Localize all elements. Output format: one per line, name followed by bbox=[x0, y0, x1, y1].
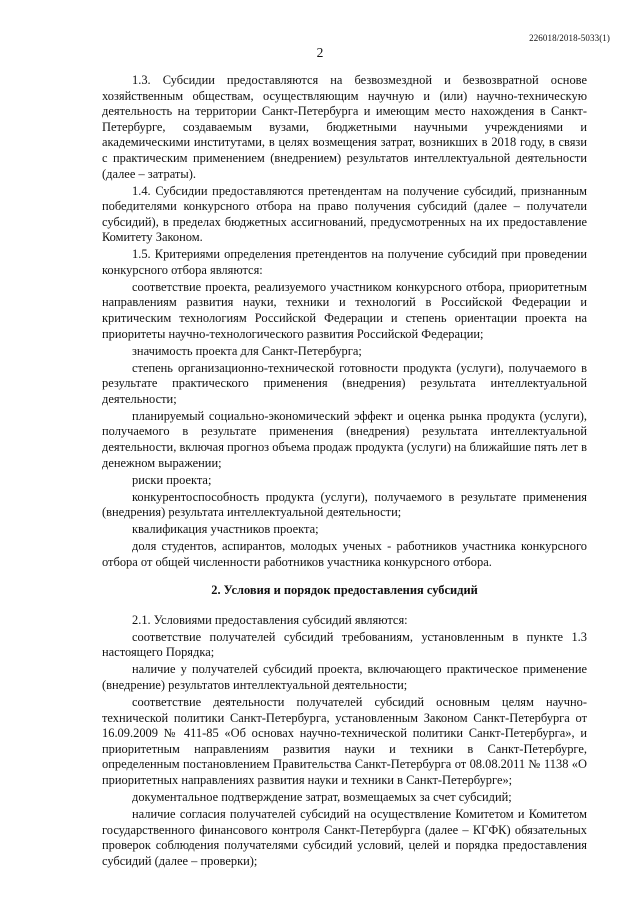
condition-project: наличие у получателей субсидий проекта, включающего практическое применение (внедрение) результатов интеллектуальной деятельности; bbox=[102, 662, 587, 693]
section-2-heading: 2. Условия и порядок предоставления субсидий bbox=[211, 583, 478, 598]
criterion-priority-directions: соответствие проекта, реализуемого участником конкурсного отбора, приоритетным направлениям развития науки, техники и технологий в Российской Федерации и критическим технологиям Российской Федерации и степень ориентации проекта на приоритеты научно-технологического развития Российской Федерации; bbox=[102, 279, 587, 341]
paragraph-1-4: 1.4. Субсидии предоставляются претендентам на получение субсидий, признанным победителями конкурсного отбора на право получения субсидий (далее – получатели субсидий), в пределах бюджетных ассигнований, предусмотренных на их предоставление Комитету Законом. bbox=[102, 183, 587, 245]
document-registration-number: 226018/2018-5033(1) bbox=[529, 33, 610, 43]
paragraph-2-1: 2.1. Условиями предоставления субсидий являются: bbox=[132, 612, 408, 627]
criterion-risks: риски проекта; bbox=[132, 472, 212, 487]
document-body bbox=[102, 73, 587, 871]
page-number: 2 bbox=[316, 45, 324, 60]
condition-cost-documentation: документальное подтверждение затрат, возмещаемых за счет субсидий; bbox=[132, 790, 512, 804]
paragraph-1-5: 1.5. Критериями определения претендентов на получение субсидий при проведении конкурсного отбора являются: bbox=[102, 247, 587, 277]
criterion-competitiveness: конкурентоспособность продукта (услуги), получаемого в результате применения (внедрения) результата интеллектуальной деятельности; bbox=[102, 489, 587, 520]
criterion-qualification: квалификация участников проекта; bbox=[132, 522, 319, 537]
criterion-economic-effect: планируемый социально-экономический эффект и оценка рынка продукта (услуги), получаемого в результате применения (внедрения) результата интеллектуальной деятельности, включая прогноз объема продаж продукта (услуги) на ближайшие пять лет в денежном выражении; bbox=[102, 408, 587, 470]
criterion-readiness: степень организационно-технической готовности продукта (услуги), получаемого в результате практического применения (внедрения) результата интеллектуальной деятельности; bbox=[102, 360, 587, 406]
criterion-significance: значимость проекта для Санкт-Петербурга; bbox=[132, 343, 362, 358]
paragraph-1-3: 1.3. Субсидии предоставляются на безвозмездной и безвозвратной основе хозяйственным обществам, осуществляющим научную и (или) научно-техническую деятельность на территории Санкт-Петербурга и имеющим место нахождения в Санкт-Петербурге, создаваемым вузами, бюджетными научными учреждениями и академическими институтами, в целях возмещения затрат, возникших в 2018 году, в связи с практическим применением (внедрением) результатов интеллектуальной деятельности (далее – затраты). bbox=[102, 73, 587, 181]
condition-policy-goals: соответствие деятельности получателей субсидий основным целям научно-технической политики Санкт-Петербурга, установленным Законом Санкт-Петербурга от 16.09.2009 № 411-85 «Об основах научно-технической политики Санкт-Петербурга», и приоритетным направлениям развития науки и техники в Санкт-Петербурге, определенным постановлением Правительства Санкт-Петербурга от 08.08.2011 № 1138 «О приоритетных направлениях развития науки и техники в Санкт-Петербурге»; bbox=[102, 695, 587, 788]
criterion-young-scientists: доля студентов, аспирантов, молодых ученых - работников участника конкурсного отбора от общей численности работников участника конкурсного отбора. bbox=[102, 539, 587, 569]
condition-requirements: соответствие получателей субсидий требованиям, установленным в пункте 1.3 настоящего Порядка; bbox=[102, 629, 587, 660]
condition-inspection-consent: наличие согласия получателей субсидий на осуществление Комитетом и Комитетом государственного финансового контроля Санкт-Петербурга (далее – КГФК) обязательных проверок соблюдения получателями субсидий условий, целей и порядка предоставления субсидий (далее – проверки); bbox=[102, 806, 587, 868]
